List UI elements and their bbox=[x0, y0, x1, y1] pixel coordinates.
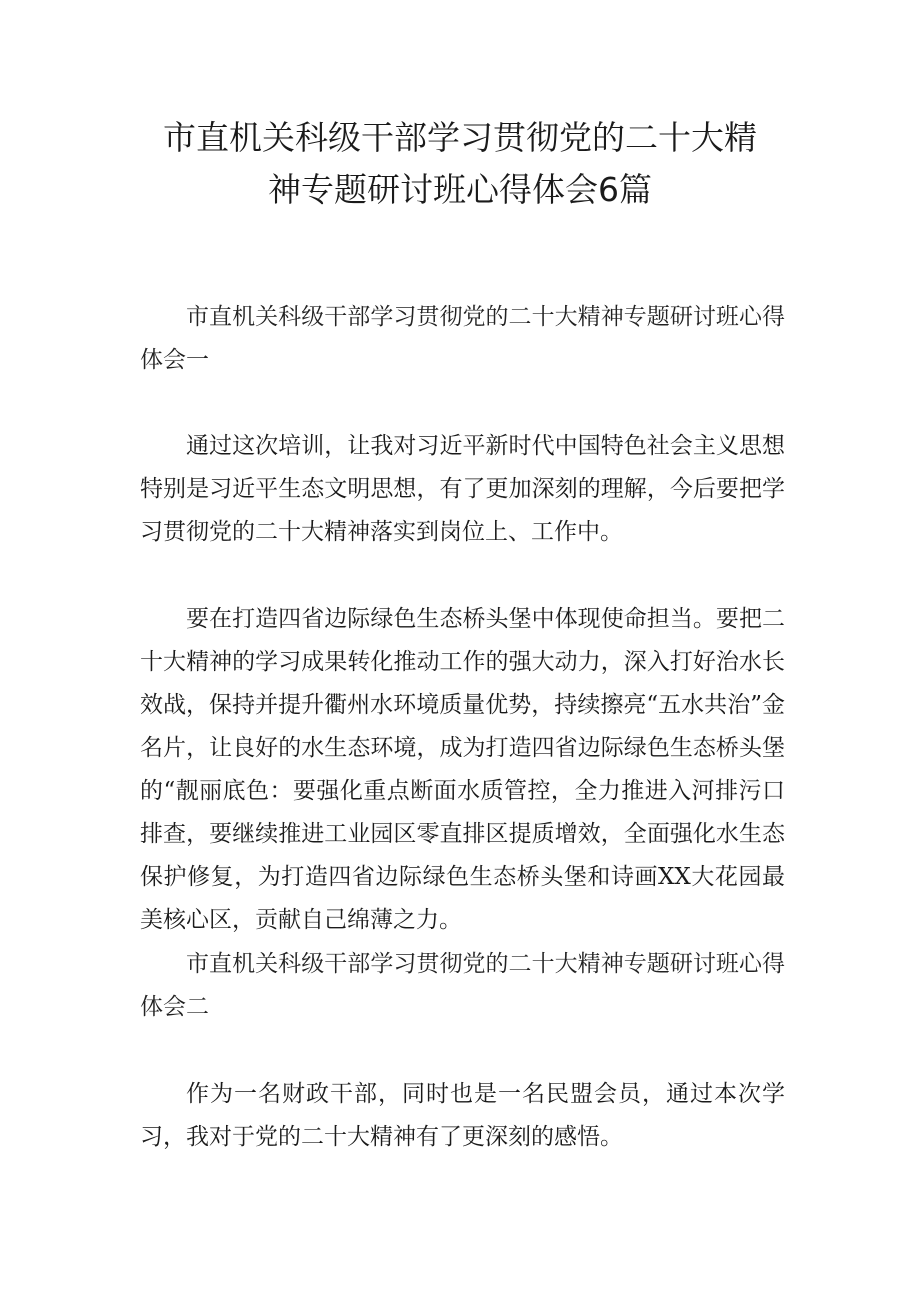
body-paragraph-2: 要在打造四省边际绿色生态桥头堡中体现使命担当。要把二十大精神的学习成果转化推动工作的强大动力，深入打好治水长效战，保持并提升衢州水环境质量优势，持续擦亮“五水共治”金名片，让良好的水生态环境，成为打造四省边际绿色生态桥头堡的“靓丽底色：要强化重点断面水质管控，全力推进入河排污口排查，要继续推进工业园区零直排区提质增效，全面强化水生态保护修复，为打造四省边际绿色生态桥头堡和诗画XX大花园最美核心区，贡献自己绵薄之力。 bbox=[140, 606, 785, 933]
document-title bbox=[120, 112, 800, 216]
section-heading-1: 市直机关科级干部学习贯彻党的二十大精神专题研讨班心得体会一 bbox=[140, 304, 785, 373]
title-line-2: 神专题研讨班心得体会6篇 bbox=[268, 170, 652, 209]
body-paragraph-3: 作为一名财政干部，同时也是一名民盟会员，通过本次学习，我对于党的二十大精神有了更深刻的感悟。 bbox=[140, 1081, 785, 1150]
section-heading-2: 市直机关科级干部学习贯彻党的二十大精神专题研讨班心得体会二 bbox=[140, 951, 785, 1020]
body-paragraph-1: 通过这次培训，让我对习近平新时代中国特色社会主义思想特别是习近平生态文明思想，有了更加深刻的理解，今后要把学习贯彻党的二十大精神落实到岗位上、工作中。 bbox=[140, 433, 785, 545]
title-line-1: 市直机关科级干部学习贯彻党的二十大精 bbox=[163, 118, 757, 157]
